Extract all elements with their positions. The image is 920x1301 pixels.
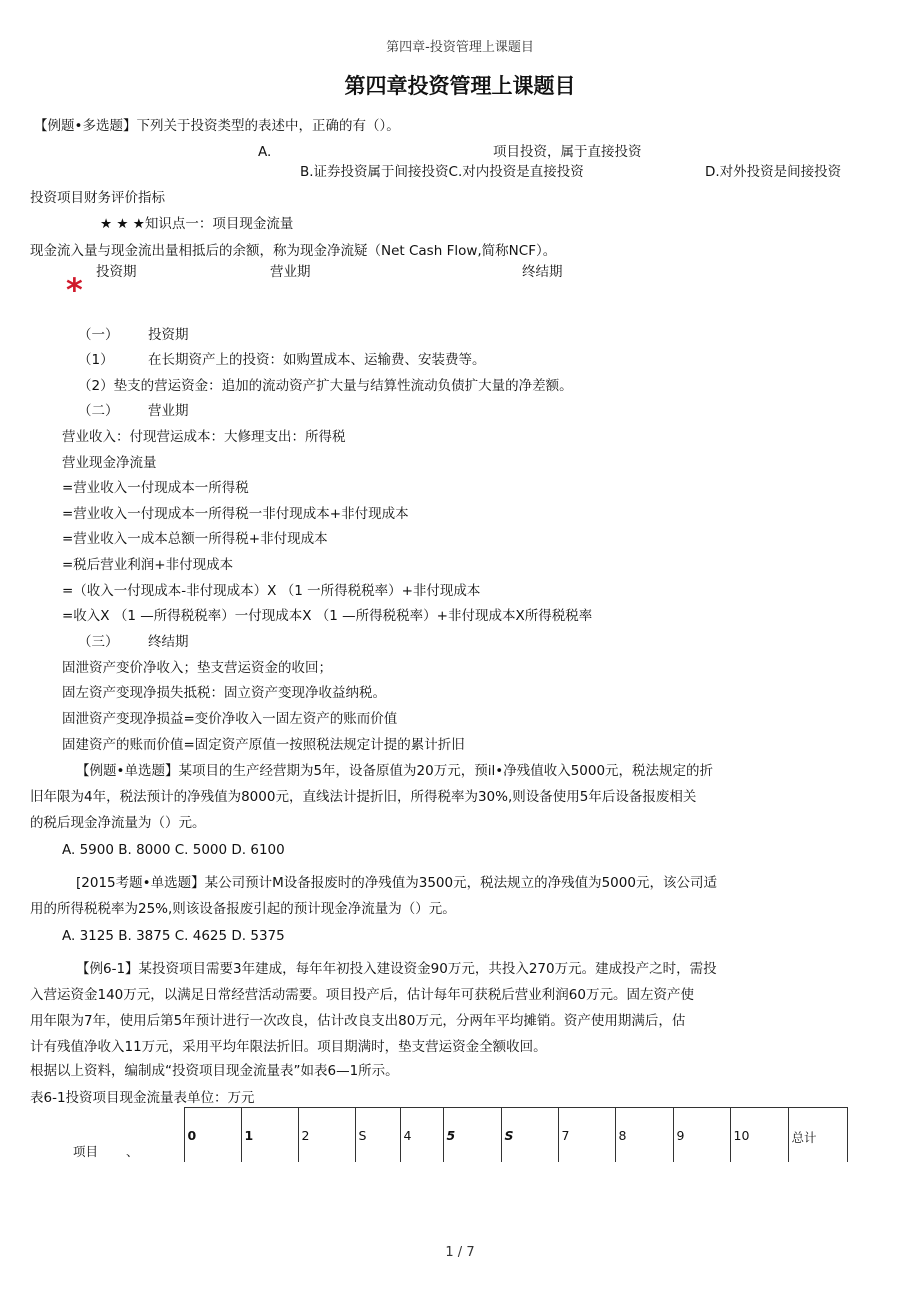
line-17: 固建资产的账而价值=固定资产原值一按照税法规定计提的累计折旧 (62, 737, 465, 753)
ex2-line-1: 【例题•单选题】某项目的生产经营期为5年，设备原值为20万元，预il•净残值收入5000元，税法规定的折 (76, 763, 714, 779)
table-header-row (59, 1108, 847, 1162)
line-4: （二） (78, 403, 119, 419)
line-6: 营业现金净流量 (62, 455, 157, 471)
year-header-2: 2 (298, 1108, 355, 1162)
line-2-text: 在长期资产上的投资：如购置成本、运输费、安装费等。 (148, 352, 486, 368)
year-header-0: 0 (184, 1108, 241, 1162)
ex2-line-2: 旧年限为4年，税法预计的净残值为8000元，直线法计提折旧，所得税率为30%,则设备使用5年后设备报废相关 (30, 789, 697, 805)
section-label: 投资项目财务评价指标 (30, 190, 165, 206)
table-caption: 表6-1投资项目现金流量表单位：万元 (30, 1090, 255, 1106)
row-label-cell (59, 1108, 184, 1162)
year-header-9: 9 (673, 1108, 730, 1162)
period-operation: 营业期 (270, 264, 311, 280)
cash-flow-table (59, 1107, 848, 1162)
line-4-text: 营业期 (148, 403, 189, 419)
ex2-options: A. 5900 B. 8000 C. 5000 D. 6100 (62, 842, 285, 858)
year-header-7: 7 (558, 1108, 615, 1162)
formula-4: =税后营业利润+非付现成本 (62, 557, 234, 573)
page-number: 1 / 7 (445, 1245, 475, 1260)
line-15: 固左资产变现净损失抵税：固立资产变现净收益纳税。 (62, 685, 386, 701)
q1-option-bc: B.证券投资属于间接投资C.对内投资是直接投资 (300, 164, 584, 180)
formula-5: =（收入一付现成本-非付现成本）X （1 一所得税税率）+非付现成本 (62, 583, 481, 599)
ex3-line-2: 用的所得税税率为25%,则该设备报废引起的预计现金净流量为（）元。 (30, 901, 456, 917)
row-label: 项目 (73, 1143, 99, 1159)
q1-option-a-letter: A. (258, 144, 272, 160)
line-3: （2）垫支的营运资金：追加的流动资产扩大量与结算性流动负债扩大量的净差额。 (78, 378, 573, 394)
formula-2: =营业收入一付现成本一所得税一非付现成本+非付现成本 (62, 506, 409, 522)
asterisk-icon: * (66, 271, 83, 309)
ex4-line-3: 用年限为7年，使用后第5年预计进行一次改良，估计改良支出80万元，分两年平均摊销。资产使用期满后，估 (30, 1013, 686, 1029)
year-header-4: 4 (400, 1108, 443, 1162)
formula-3: =营业收入一成本总额一所得税+非付现成本 (62, 531, 328, 547)
ex4-line-1: 【例6-1】某投资项目需要3年建成，每年年初投入建设资金90万元，共投入270万元。建成投产之时，需投 (76, 961, 717, 977)
page-title: 第四章投资管理上课题目 (344, 74, 576, 98)
line-2: （1） (78, 352, 114, 368)
year-header-8: 8 (615, 1108, 673, 1162)
ex3-line-1: [2015考题•单选题】某公司预计M设备报废时的净残值为3500元，税法规立的净残值为5000元，该公司适 (76, 875, 717, 891)
line-14: 固泄资产变价净收入；垫支营运资金的收回； (62, 660, 332, 676)
year-header-5: 5 (443, 1108, 501, 1162)
ex4-line-2: 入营运资金140万元，以满足日常经营活动需要。项目投产后，估计每年可获税后营业利润60万元。固左资产使 (30, 987, 694, 1003)
ex4-line-5: 根据以上资料，编制成“投资项目现金流量表”如表6—1所示。 (30, 1063, 399, 1079)
ex3-options: A. 3125 B. 3875 C. 4625 D. 5375 (62, 928, 285, 944)
period-termination: 终结期 (522, 264, 563, 280)
total-header: 总计 (788, 1108, 847, 1162)
ex2-line-3: 的税后现金净流量为（）元。 (30, 815, 206, 831)
year-header-3: S (355, 1108, 400, 1162)
line-5: 营业收入：付现营运成本：大修理支出：所得税 (62, 429, 346, 445)
year-header-1: 1 (241, 1108, 298, 1162)
line-13: （三） (78, 634, 119, 650)
formula-1: =营业收入一付现成本一所得税 (62, 480, 249, 496)
period-investment: 投资期 (96, 264, 137, 280)
q1-option-a-text: 项目投资，属于直接投资 (493, 144, 642, 160)
knowledge-point-heading: ★ ★ ★知识点一：项目现金流量 (100, 216, 294, 232)
line-1: （一） (78, 327, 119, 343)
ex4-line-4: 计有残值净收入11万元，采用平均年限法折旧。项目期满时，垫支营运资金全额收回。 (30, 1039, 547, 1055)
q1-option-d: D.对外投资是间接投资 (705, 164, 842, 180)
ncf-definition: 现金流入量与现金流出量相抵后的余额，称为现金净流疑（Net Cash Flow,简称NCF）。 (30, 243, 557, 259)
formula-6: =收入X （1 —所得税税率）一付现成本X （1 —所得税税率）+非付现成本X所得税税率 (62, 608, 593, 624)
q1-stem: 【例题•多选题】下列关于投资类型的表述中，正确的有（）。 (34, 118, 400, 134)
row-label-mark: 、 (126, 1143, 139, 1159)
year-header-10: 10 (730, 1108, 788, 1162)
line-1-text: 投资期 (148, 327, 189, 343)
line-16: 固泄资产变现净损益=变价净收入一固左资产的账而价值 (62, 711, 398, 727)
running-header: 第四章-投资管理上课题目 (386, 40, 534, 55)
year-header-6: S (501, 1108, 558, 1162)
line-13-text: 终结期 (148, 634, 189, 650)
